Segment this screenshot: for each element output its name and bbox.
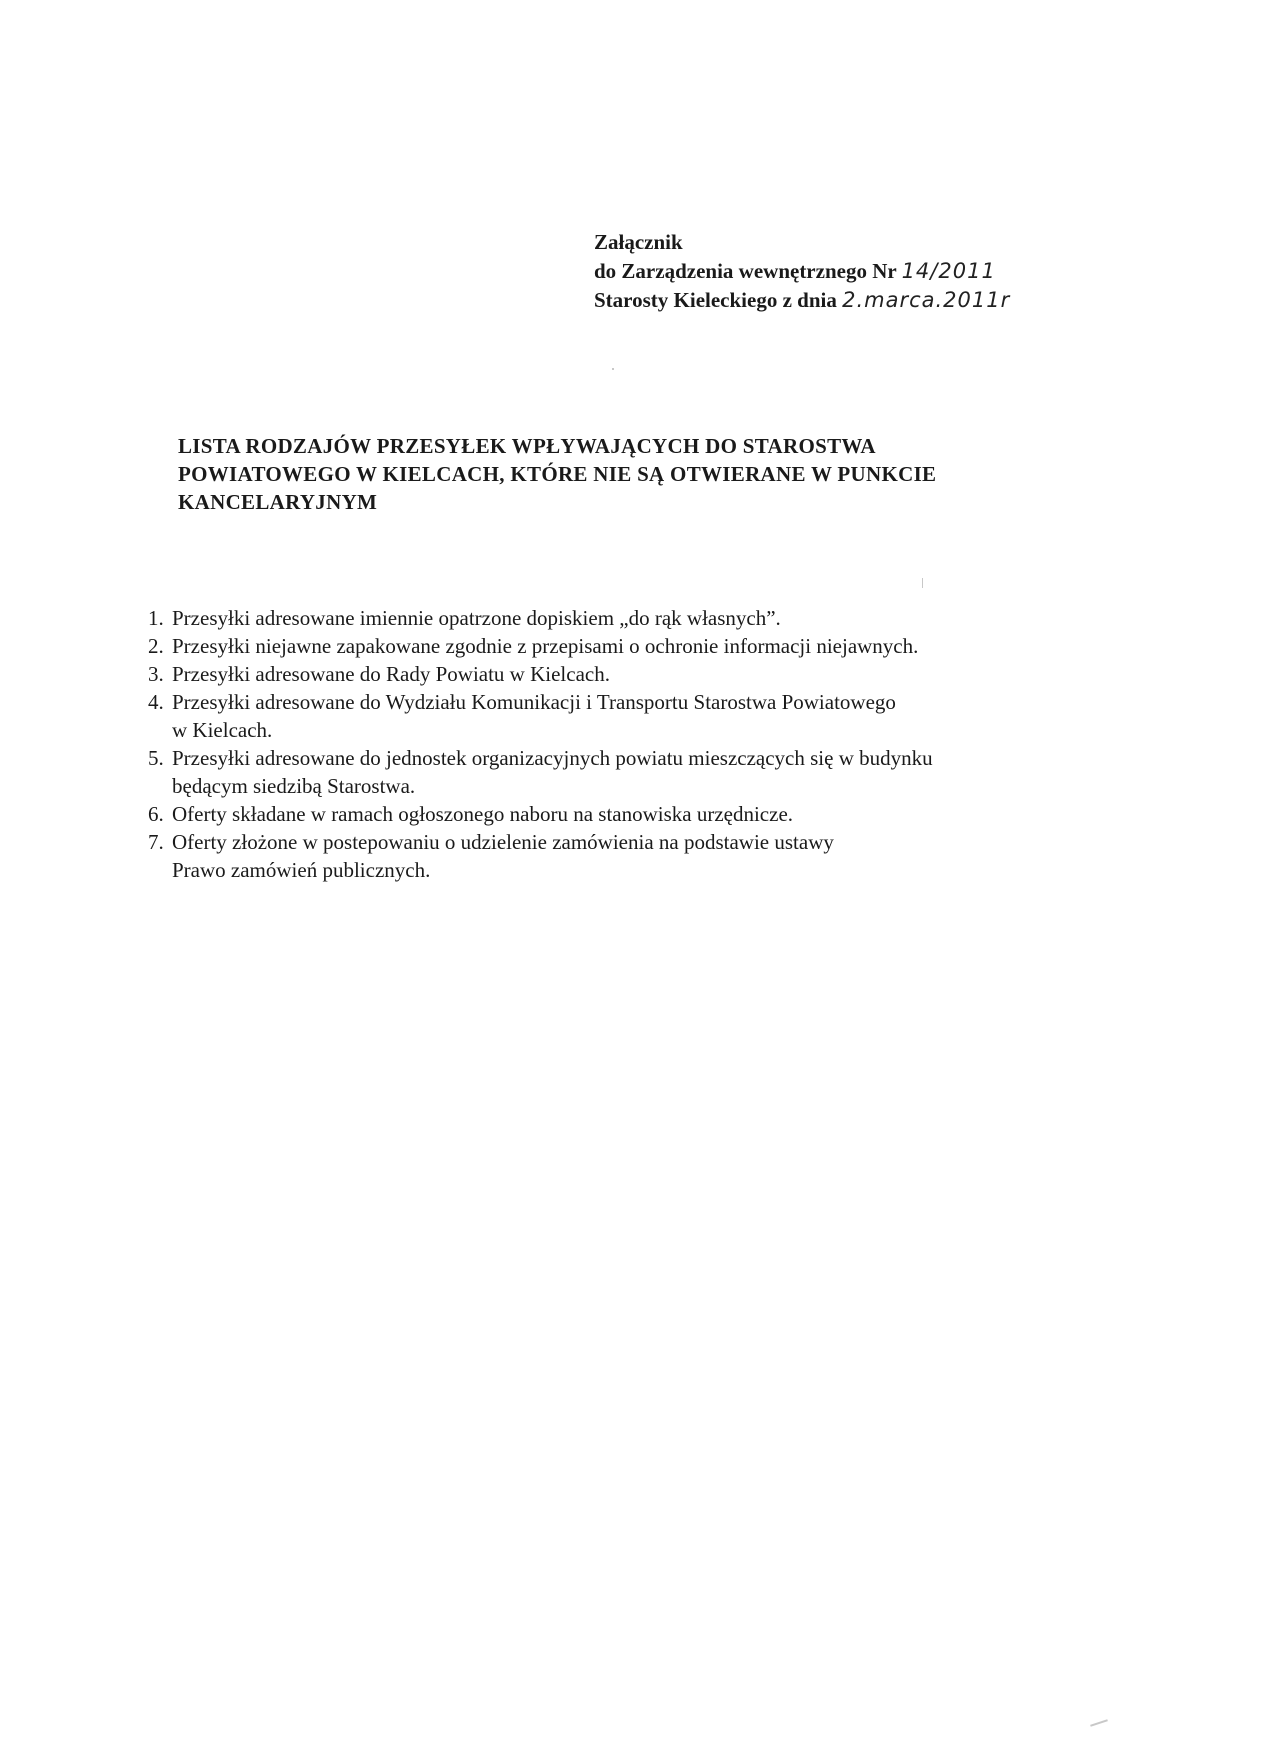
- scan-speck: [1090, 1719, 1108, 1726]
- annex-date-prefix: Starosty Kieleckiego z dnia: [594, 288, 837, 312]
- list-item: [148, 604, 1108, 632]
- list-item-text-continuation: w Kielcach.: [172, 718, 273, 742]
- list-item: [148, 688, 1108, 744]
- scan-speck: [922, 578, 923, 588]
- list-item-text: Przesyłki adresowane do Wydziału Komunikacji i Transportu Starostwa Powiatowego: [172, 690, 896, 714]
- item-list: [148, 604, 1108, 884]
- list-item-text: Oferty składane w ramach ogłoszonego naboru na stanowiska urzędnicze.: [172, 802, 794, 826]
- list-item: [148, 828, 1108, 884]
- document-title: [178, 432, 1098, 516]
- list-item: [148, 632, 1108, 660]
- annex-date-line: [594, 286, 1010, 315]
- list-item: [148, 744, 1108, 800]
- list-item: [148, 660, 1108, 688]
- list-item-number: 1.: [148, 606, 164, 630]
- handwritten-date: 2.marca.2011r: [842, 288, 1011, 312]
- list-item-number: 7.: [148, 830, 164, 854]
- list-item-text: Przesyłki adresowane imiennie opatrzone dopiskiem „do rąk własnych”.: [172, 606, 781, 630]
- annex-regulation-prefix: do Zarządzenia wewnętrznego Nr: [594, 259, 897, 283]
- list-item-number: 4.: [148, 690, 164, 714]
- title-line-2: POWIATOWEGO W KIELCACH, KTÓRE NIE SĄ OTWIERANE W PUNKCIE: [178, 462, 937, 486]
- handwritten-regulation-number: 14/2011: [901, 259, 996, 283]
- list-item-number: 2.: [148, 634, 164, 658]
- annex-regulation-line: [594, 257, 1010, 286]
- list-item-text-continuation: Prawo zamówień publicznych.: [172, 858, 431, 882]
- title-line-1: LISTA RODZAJÓW PRZESYŁEK WPŁYWAJĄCYCH DO STAROSTWA: [178, 434, 876, 458]
- list-item-number: 5.: [148, 746, 164, 770]
- list-item-text: Przesyłki niejawne zapakowane zgodnie z przepisami o ochronie informacji niejawnych.: [172, 634, 919, 658]
- list-item-text-continuation: będącym siedzibą Starostwa.: [172, 774, 416, 798]
- list-item-number: 3.: [148, 662, 164, 686]
- list-item-number: 6.: [148, 802, 164, 826]
- title-line-3: KANCELARYJNYM: [178, 490, 378, 514]
- annex-label: Załącznik: [594, 230, 683, 254]
- scan-speck: [612, 368, 614, 370]
- list-item-text: Przesyłki adresowane do Rady Powiatu w Kielcach.: [172, 662, 610, 686]
- list-item-text: Przesyłki adresowane do jednostek organizacyjnych powiatu mieszczących się w budynku: [172, 746, 933, 770]
- annex-header: [594, 228, 1010, 315]
- list-item-text: Oferty złożone w postepowaniu o udzielenie zamówienia na podstawie ustawy: [172, 830, 834, 854]
- list-item: [148, 800, 1108, 828]
